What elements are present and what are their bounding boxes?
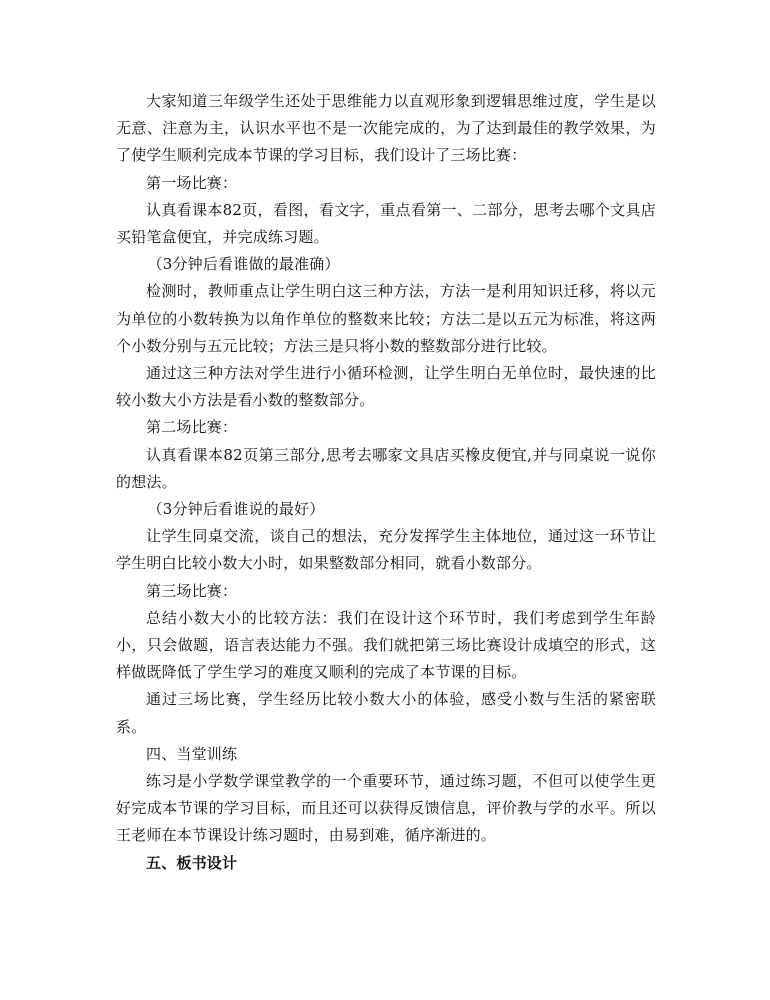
- section-four-heading: 四、当堂训练: [146, 744, 238, 763]
- contest-one-summary: 通过这三种方法对学生进行小循环检测，让学生明白无单位时，最快速的比较小数大小方法是看小数的整数部分。: [116, 364, 656, 410]
- contest-three-task: 总结小数大小的比较方法：我们在设计这个环节时，我们考虑到学生年龄小，只会做题，语言表达能力不强。我们就把第三场比赛设计成填空的形式，这样做既降低了学生学习的难度又顺利的完成了本节课的目标。: [116, 608, 656, 682]
- contest-one-task: 认真看课本82页，看图，看文字，重点看第一、二部分，思考去哪个文具店买铅笔盒便宜，并完成练习题。: [116, 200, 656, 247]
- contest-one-methods: 检测时，教师重点让学生明白这三种方法，方法一是利用知识迁移，将以元为单位的小数转换为以角作单位的整数来比较；方法二是以五元为标准，将这两个小数分别与五元比较；方法三是只将小数的整数部分进行比较。: [116, 282, 656, 355]
- contest-one-note: （3分钟后看谁做的最准确）: [147, 255, 340, 274]
- document-page: [116, 88, 656, 877]
- contest-three-heading: 第三场比赛：: [146, 581, 238, 600]
- section-five-heading: 五、板书设计: [146, 853, 238, 872]
- contest-one-heading: 第一场比赛：: [146, 173, 238, 192]
- contest-two-summary: 让学生同桌交流，谈自己的想法，充分发挥学生主体地位，通过这一环节让学生明白比较小数大小时，如果整数部分相同，就看小数部分。: [116, 527, 656, 573]
- contests-conclusion: 通过三场比赛，学生经历比较小数大小的体验，感受小数与生活的紧密联系。: [116, 690, 656, 736]
- contest-two-note: （3分钟后看谁说的最好）: [147, 500, 325, 519]
- intro-paragraph: 大家知道三年级学生还处于思维能力以直观形象到逻辑思维过度，学生是以无意、注意为主，认识水平也不是一次能完成的，为了达到最佳的教学效果，为了使学生顺利完成本节课的学习目标，我们设计了三场比赛：: [116, 92, 656, 165]
- contest-two-task: 认真看课本82页第三部分,思考去哪家文具店买橡皮便宜,并与同桌说一说你的想法。: [116, 445, 656, 491]
- section-four-body: 练习是小学数学课堂教学的一个重要环节，通过练习题，不但可以使学生更好完成本节课的学习目标，而且还可以获得反馈信息，评价教与学的水平。所以王老师在本节课设计练习题时，由易到难，循序渐进的。: [116, 772, 656, 845]
- contest-two-heading: 第二场比赛：: [146, 418, 238, 437]
